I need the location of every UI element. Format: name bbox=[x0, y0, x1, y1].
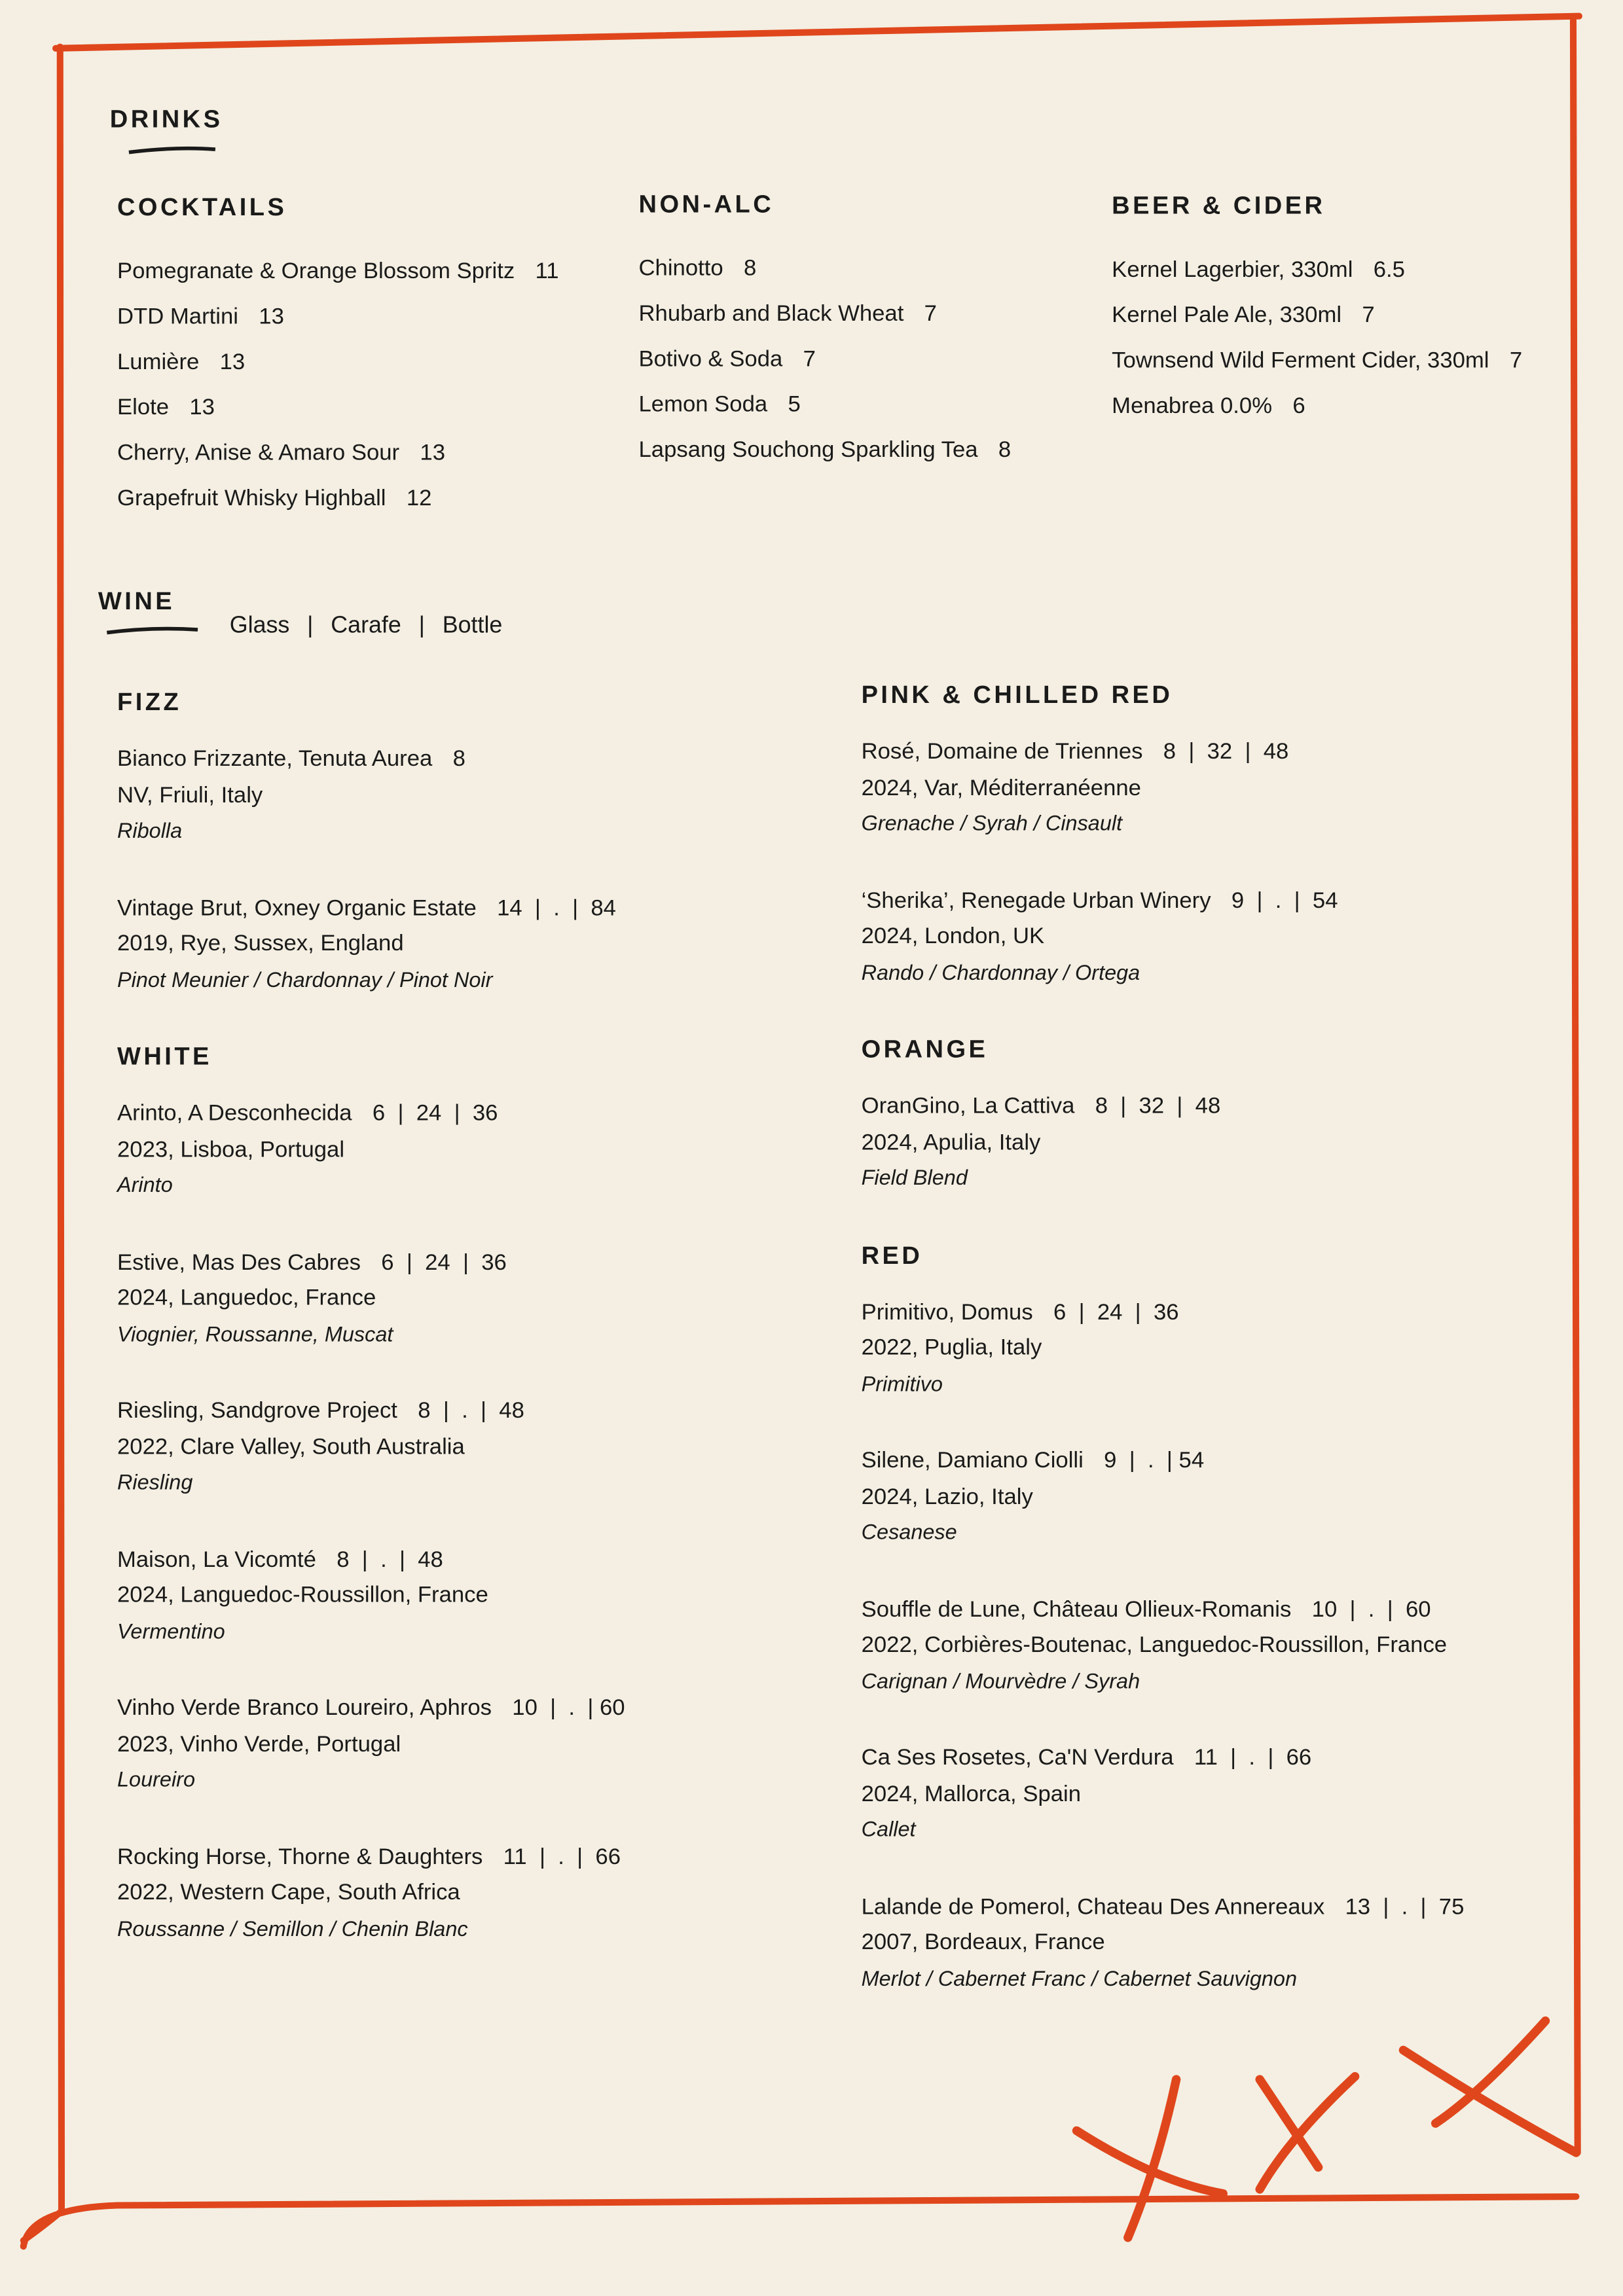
item-price: 13 bbox=[189, 395, 215, 421]
menu-item bbox=[1112, 293, 1522, 338]
item-name: Lapsang Souchong Sparkling Tea bbox=[638, 437, 978, 463]
item-name: Lumière bbox=[117, 350, 200, 375]
wine-item bbox=[862, 1592, 1465, 1700]
menu-item bbox=[639, 427, 1012, 473]
menu-item bbox=[117, 385, 559, 430]
drinks-title: DRINKS bbox=[109, 105, 223, 134]
wine-name-line bbox=[862, 735, 1465, 771]
wine-grapes: Riesling bbox=[117, 1471, 193, 1496]
wine-item bbox=[862, 884, 1465, 991]
wine-section-heading: RED bbox=[861, 1241, 923, 1269]
item-price: 7 bbox=[1362, 303, 1375, 329]
wine-name-line bbox=[117, 1691, 625, 1727]
wine-price: 11 | . | 66 bbox=[503, 1844, 621, 1870]
wine-item bbox=[117, 1543, 625, 1650]
wine-name-line bbox=[862, 1890, 1465, 1926]
wine-grapes: Rando / Chardonnay / Ortega bbox=[861, 961, 1140, 985]
wine-name-line bbox=[862, 1444, 1465, 1480]
menu-item bbox=[639, 337, 1012, 382]
wine-name-line bbox=[117, 742, 625, 778]
wine-origin: 2022, Puglia, Italy bbox=[861, 1335, 1042, 1361]
wine-name: Maison, La Vicomté bbox=[117, 1547, 316, 1572]
item-price: 6.5 bbox=[1373, 257, 1405, 283]
item-name: Kernel Pale Ale, 330ml bbox=[1112, 303, 1342, 329]
wine-name: Silene, Damiano Ciolli bbox=[861, 1448, 1084, 1473]
wine-underline bbox=[107, 629, 198, 633]
wine-origin: 2024, Languedoc-Roussillon, France bbox=[117, 1583, 488, 1608]
wine-price: 8 bbox=[452, 747, 465, 772]
wine-origin: 2024, Apulia, Italy bbox=[861, 1130, 1041, 1155]
wine-origin: 2023, Lisboa, Portugal bbox=[117, 1137, 345, 1162]
drinks-column-1 bbox=[639, 187, 1012, 473]
item-price: 5 bbox=[788, 392, 801, 418]
wine-name-line bbox=[862, 1295, 1465, 1331]
wine-grapes: Field Blend bbox=[861, 1167, 968, 1191]
wine-grapes: Arinto bbox=[117, 1174, 173, 1198]
item-name: Lemon Soda bbox=[638, 392, 768, 418]
wine-origin: 2007, Bordeaux, France bbox=[861, 1929, 1105, 1955]
wine-price: 6 | 24 | 36 bbox=[1053, 1299, 1179, 1325]
wine-item bbox=[862, 735, 1465, 842]
wine-name: Rosé, Domaine de Triennes bbox=[861, 739, 1143, 764]
menu-item bbox=[1112, 384, 1522, 429]
wine-grapes: Callet bbox=[861, 1818, 916, 1842]
item-price: 12 bbox=[406, 486, 432, 511]
wine-name: Estive, Mas Des Cabres bbox=[117, 1249, 361, 1275]
wine-column-1 bbox=[862, 678, 1465, 2039]
wine-grapes: Roussanne / Semillon / Chenin Blanc bbox=[117, 1917, 468, 1941]
drinks-column-2 bbox=[1112, 189, 1522, 429]
wine-price: 9 | . | 54 bbox=[1104, 1448, 1205, 1473]
wine-price: 6 | 24 | 36 bbox=[372, 1101, 498, 1126]
wine-price: 11 | . | 66 bbox=[1194, 1745, 1312, 1771]
item-price: 7 bbox=[924, 301, 937, 327]
wine-origin: 2024, Var, Méditerranéenne bbox=[861, 775, 1141, 800]
item-name: Rhubarb and Black Wheat bbox=[638, 301, 904, 327]
wine-grapes: Pinot Meunier / Chardonnay / Pinot Noir bbox=[117, 969, 493, 992]
section-heading: COCKTAILS bbox=[117, 193, 287, 221]
menu-item bbox=[117, 295, 559, 340]
menu-item bbox=[639, 382, 1012, 427]
format-carafe: Carafe bbox=[331, 613, 401, 639]
wine-name: Vinho Verde Branco Loureiro, Aphros bbox=[117, 1695, 492, 1721]
wine-name: Arinto, A Desconhecida bbox=[117, 1101, 352, 1126]
wine-item bbox=[862, 1090, 1465, 1197]
wine-item bbox=[862, 1741, 1465, 1848]
wine-item bbox=[117, 891, 625, 998]
wine-title: WINE bbox=[98, 587, 175, 615]
wine-item bbox=[117, 742, 625, 850]
wine-section-heading: WHITE bbox=[117, 1043, 212, 1071]
wine-name-line bbox=[862, 884, 1465, 920]
wine-price: 10 | . | 60 bbox=[1311, 1596, 1431, 1622]
menu-item bbox=[1112, 247, 1522, 293]
wine-name-line bbox=[862, 1741, 1465, 1777]
wine-name-line bbox=[117, 1543, 625, 1579]
wine-grapes: Vermentino bbox=[117, 1620, 225, 1644]
wine-name: Vintage Brut, Oxney Organic Estate bbox=[117, 895, 477, 921]
wine-price: 8 | . | 48 bbox=[337, 1547, 443, 1572]
drinks-underline bbox=[129, 149, 215, 152]
wine-price: 10 | . | 60 bbox=[512, 1695, 625, 1721]
wine-column-0 bbox=[117, 685, 625, 1988]
wine-price: 8 | 32 | 48 bbox=[1095, 1094, 1221, 1119]
wine-grapes: Cesanese bbox=[861, 1521, 957, 1545]
section-heading: NON-ALC bbox=[638, 190, 775, 219]
item-price: 8 bbox=[744, 256, 757, 281]
item-name: Chinotto bbox=[638, 256, 723, 281]
wine-name: Rocking Horse, Thorne & Daughters bbox=[117, 1844, 483, 1870]
wine-price: 6 | 24 | 36 bbox=[381, 1249, 507, 1275]
wine-origin: NV, Friuli, Italy bbox=[117, 782, 263, 808]
wine-price: 13 | . | 75 bbox=[1345, 1894, 1465, 1920]
wine-name: Riesling, Sandgrove Project bbox=[117, 1398, 397, 1424]
wine-name-line bbox=[117, 891, 625, 927]
wine-item bbox=[862, 1444, 1465, 1551]
wine-origin: 2022, Clare Valley, South Australia bbox=[117, 1434, 465, 1460]
wine-name-line bbox=[862, 1090, 1465, 1126]
wine-origin: 2024, Mallorca, Spain bbox=[861, 1781, 1082, 1806]
wine-price: 14 | . | 84 bbox=[497, 895, 616, 921]
item-price: 11 bbox=[535, 259, 559, 285]
wine-grapes: Primitivo bbox=[861, 1372, 943, 1397]
wine-grapes: Grenache / Syrah / Cinsault bbox=[861, 812, 1123, 836]
item-price: 6 bbox=[1292, 393, 1305, 419]
wine-item bbox=[117, 1840, 625, 1947]
menu-item bbox=[639, 246, 1012, 291]
menu-item bbox=[117, 340, 559, 385]
wine-item bbox=[117, 1097, 625, 1204]
item-price: 8 bbox=[998, 437, 1012, 463]
wine-item bbox=[862, 1295, 1465, 1403]
wine-name: OranGino, La Cattiva bbox=[861, 1094, 1075, 1119]
menu-item bbox=[639, 291, 1012, 336]
item-name: DTD Martini bbox=[117, 304, 238, 330]
wine-name: Lalande de Pomerol, Chateau Des Annereaux bbox=[861, 1894, 1325, 1920]
menu-item bbox=[117, 431, 559, 476]
item-price: 13 bbox=[259, 304, 284, 330]
item-name: Botivo & Soda bbox=[638, 347, 783, 372]
wine-name: Bianco Frizzante, Tenuta Aurea bbox=[117, 747, 433, 772]
wine-name-line bbox=[862, 1592, 1465, 1628]
wine-origin: 2024, Lazio, Italy bbox=[861, 1484, 1033, 1509]
wine-origin: 2022, Western Cape, South Africa bbox=[117, 1880, 460, 1905]
item-name: Menabrea 0.0% bbox=[1112, 393, 1273, 419]
item-price: 13 bbox=[420, 440, 446, 466]
drinks-column-0 bbox=[117, 190, 559, 522]
wine-price: 8 | 32 | 48 bbox=[1163, 739, 1289, 764]
wine-item bbox=[117, 1691, 625, 1799]
wine-name-line bbox=[117, 1394, 625, 1430]
kiss-marks bbox=[1076, 2021, 1576, 2238]
wine-price: 9 | . | 54 bbox=[1231, 888, 1338, 914]
wine-origin: 2024, Languedoc, France bbox=[117, 1285, 376, 1311]
wine-item bbox=[117, 1246, 625, 1353]
wine-origin: 2024, London, UK bbox=[861, 924, 1045, 949]
wine-name-line bbox=[117, 1246, 625, 1282]
wine-item bbox=[862, 1890, 1465, 1997]
format-bottle: Bottle bbox=[442, 613, 503, 639]
wine-grapes: Viognier, Roussanne, Muscat bbox=[117, 1323, 393, 1347]
wine-name: ‘Sherika’, Renegade Urban Winery bbox=[861, 888, 1211, 914]
wine-origin: 2019, Rye, Sussex, England bbox=[117, 931, 404, 957]
wine-origin: 2023, Vinho Verde, Portugal bbox=[117, 1731, 401, 1757]
wine-section-heading: ORANGE bbox=[861, 1035, 989, 1064]
wine-grapes: Merlot / Cabernet Franc / Cabernet Sauvignon bbox=[861, 1967, 1298, 1991]
item-name: Kernel Lagerbier, 330ml bbox=[1112, 257, 1353, 283]
wine-name-line bbox=[117, 1840, 625, 1876]
wine-item bbox=[117, 1394, 625, 1501]
item-name: Pomegranate & Orange Blossom Spritz bbox=[117, 259, 515, 285]
wine-price: 8 | . | 48 bbox=[418, 1398, 524, 1424]
item-name: Grapefruit Whisky Highball bbox=[117, 486, 386, 511]
menu-item bbox=[117, 476, 559, 521]
item-price: 7 bbox=[803, 347, 816, 372]
section-heading: BEER & CIDER bbox=[1112, 192, 1326, 220]
wine-name-line bbox=[117, 1097, 625, 1133]
wine-grapes: Ribolla bbox=[117, 819, 183, 844]
wine-format-legend: Glass | Carafe | Bottle bbox=[229, 613, 503, 639]
item-name: Elote bbox=[117, 395, 170, 421]
wine-name: Ca Ses Rosetes, Ca'N Verdura bbox=[861, 1745, 1174, 1771]
wine-name: Souffle de Lune, Château Ollieux-Romanis bbox=[861, 1596, 1292, 1622]
item-name: Townsend Wild Ferment Cider, 330ml bbox=[1112, 348, 1489, 374]
item-name: Cherry, Anise & Amaro Sour bbox=[117, 440, 400, 466]
item-price: 13 bbox=[219, 350, 246, 375]
wine-name: Primitivo, Domus bbox=[861, 1299, 1033, 1325]
wine-section-heading: FIZZ bbox=[117, 688, 182, 717]
format-glass: Glass bbox=[229, 613, 290, 639]
wine-grapes: Loureiro bbox=[117, 1768, 196, 1793]
wine-grapes: Carignan / Mourvèdre / Syrah bbox=[861, 1670, 1140, 1694]
menu-item bbox=[117, 249, 559, 294]
item-price: 7 bbox=[1509, 348, 1523, 374]
menu-item bbox=[1112, 338, 1522, 384]
wine-origin: 2022, Corbières-Boutenac, Languedoc-Roussillon, France bbox=[861, 1632, 1448, 1658]
wine-section-heading: PINK & CHILLED RED bbox=[861, 681, 1173, 709]
